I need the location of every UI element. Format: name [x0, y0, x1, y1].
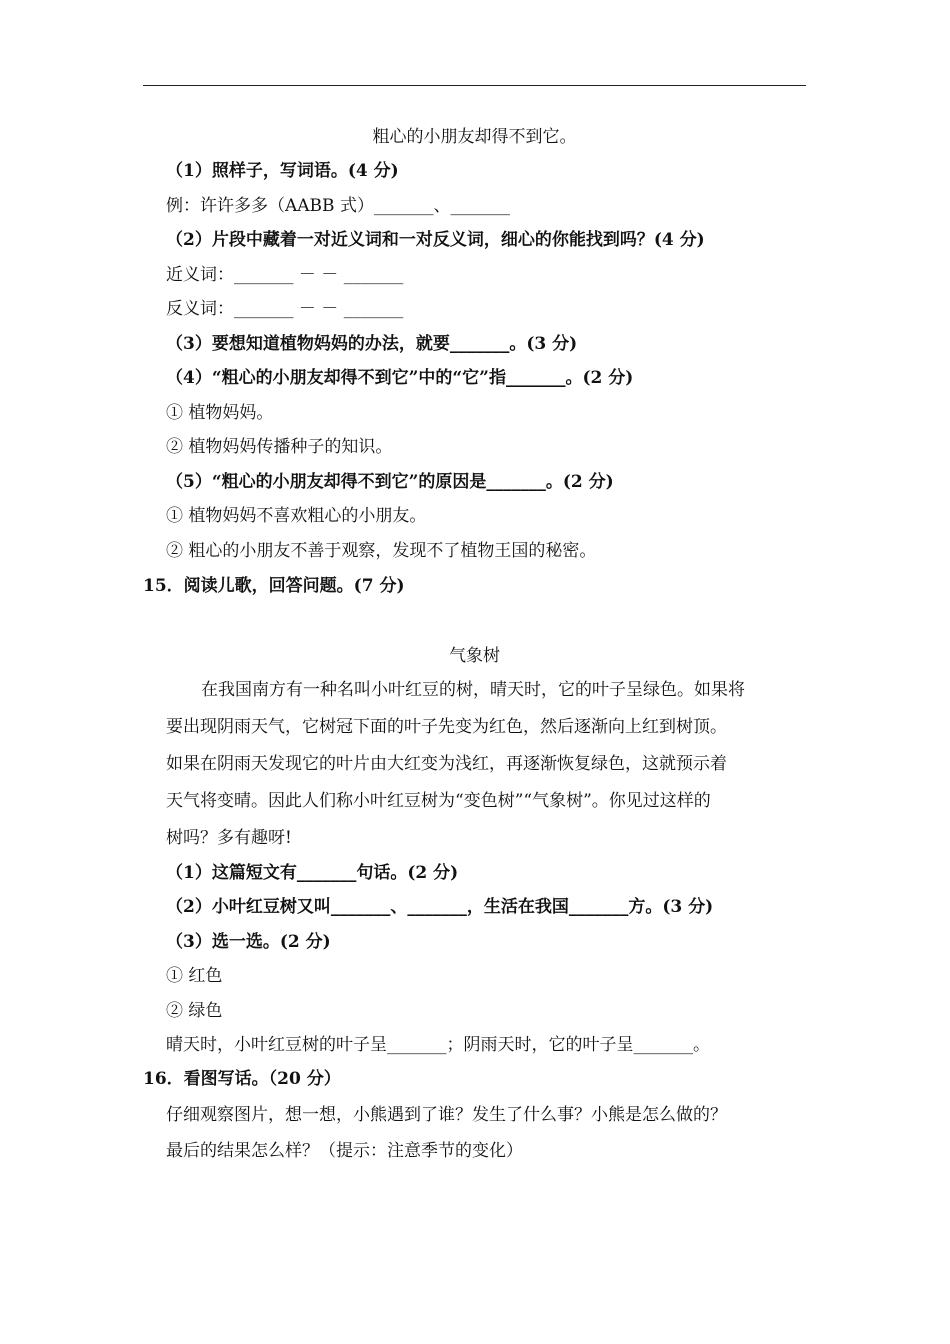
q15-sub2: （2）小叶红豆树又叫_______、_______，生活在我国_______方。(3 分): [166, 897, 714, 917]
q15-fill-sentence: 晴天时，小叶红豆树的叶子呈_______；阴雨天时，它的叶子呈_______。: [166, 1035, 710, 1055]
passage-tail: 粗心的小朋友却得不到它。: [372, 127, 577, 147]
q15-para-line: 在我国南方有一种名叫小叶红豆的树，晴天时，它的叶子呈绿色。如果将: [201, 680, 745, 700]
q15-para-line: 天气将变晴。因此人们称小叶红豆树为“变色树”“气象树”。你见过这样的: [166, 791, 711, 811]
q14-synonym: 近义词：_______ － － _______: [166, 265, 404, 285]
q15-para-line: 如果在阴雨天发现它的叶片由大红变为浅红，再逐渐恢复绿色，这就预示着: [166, 754, 727, 774]
q15-para-line: 树吗？多有趣呀!: [166, 828, 292, 848]
q14-sub4-option-1: ① 植物妈妈。: [166, 403, 274, 423]
q14-sub2: （2）片段中藏着一对近义词和一对反义词，细心的你能找到吗？(4 分): [166, 230, 705, 250]
q15-sub1: （1）这篇短文有_______句话。(2 分): [166, 863, 459, 883]
q14-antonym: 反义词：_______ － － _______: [166, 299, 404, 319]
q15-option-2: ② 绿色: [166, 1001, 223, 1021]
q14-sub4-option-2: ② 植物妈妈传播种子的知识。: [166, 437, 393, 457]
q14-sub5-option-1: ① 植物妈妈不喜欢粗心的小朋友。: [166, 506, 427, 526]
q14-sub4: （4）“粗心的小朋友却得不到它”中的“它”指_______。(2 分): [166, 368, 634, 388]
q16-instruction-line-1: 仔细观察图片，想一想，小熊遇到了谁？发生了什么事？小熊是怎么做的？: [166, 1105, 727, 1125]
q15-option-1: ① 红色: [166, 966, 223, 986]
q14-sub1-example: 例：许许多多（AABB 式）_______、_______: [166, 196, 510, 216]
header-rule: [143, 85, 806, 86]
q15-sub3: （3）选一选。(2 分): [166, 932, 331, 952]
q14-sub5: （5）“粗心的小朋友却得不到它”的原因是_______。(2 分): [166, 472, 614, 492]
q14-sub5-option-2: ② 粗心的小朋友不善于观察，发现不了植物王国的秘密。: [166, 541, 597, 561]
q14-sub1: （1）照样子，写词语。(4 分): [166, 161, 399, 181]
q15-para-line: 要出现阴雨天气，它树冠下面的叶子先变为红色，然后逐渐向上红到树顶。: [166, 717, 727, 737]
q14-sub3: （3）要想知道植物妈妈的办法，就要_______。(3 分): [166, 334, 578, 354]
q15-heading: 15．阅读儿歌，回答问题。(7 分): [143, 576, 405, 596]
q16-instruction-line-2: 最后的结果怎么样？（提示：注意季节的变化）: [166, 1141, 523, 1161]
q16-heading: 16．看图写话。（20 分）: [143, 1069, 341, 1089]
q15-title: 气象树: [449, 646, 500, 666]
